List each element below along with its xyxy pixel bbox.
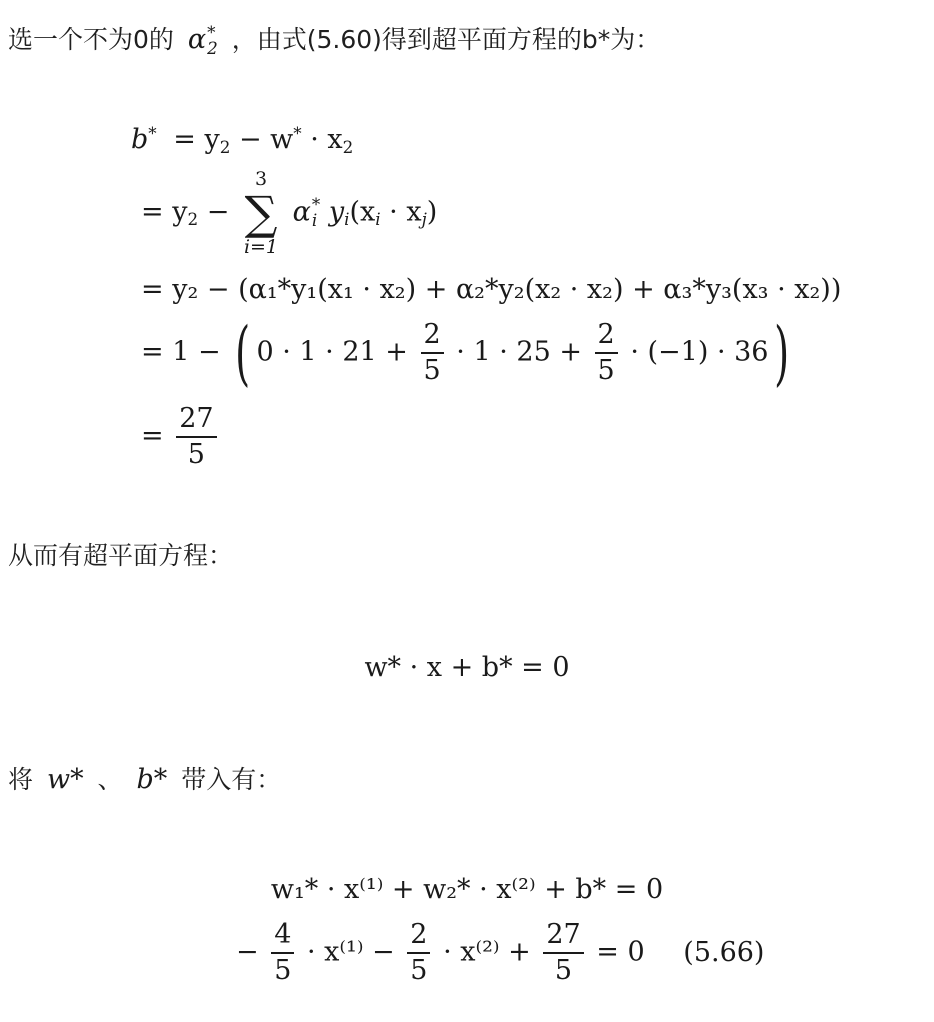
derivation-line-5: = $\frac{27}{5}$ [141, 402, 221, 472]
derivation-line-2: = $y_2$ − 3 ∑ i=1 α * i $y_i(x_i \cdot x_j)$ [141, 168, 438, 258]
final-equation-2: − $\frac{4}{5}$ · x⁽¹⁾ − $\frac{2}{5}$ · x⁽²⁾ + $\frac{27}{5}$ = 0 (5.66) [236, 919, 765, 986]
fraction-4-5: $\frac{4}{5}$ [271, 918, 294, 988]
fraction-27-5-b: $\frac{27}{5}$ [543, 918, 583, 988]
fraction-2-5-c: $\frac{2}{5}$ [407, 918, 430, 988]
b-star: b* [136, 764, 168, 795]
alpha-2-star: α * 2 [187, 21, 218, 58]
intro-text-before: 选一个不为0的 [8, 25, 174, 54]
final-equation-1: w₁* · x⁽¹⁾ + w₂* · x⁽²⁾ + b* = 0 [270, 874, 664, 905]
intro-paragraph [8, 22, 660, 58]
summation: 3 ∑ i=1 [243, 168, 279, 258]
derivation-line-3: = y₂ − (α₁*y₁(x₁ · x₂) + α₂*y₂(x₂ · x₂) + α₃*y₃(x₃ · x₂)) [141, 274, 842, 305]
fraction-2-5-b: $\frac{2}{5}$ [595, 318, 618, 388]
substitute-paragraph: 将 w* 、 b* 带入有： [8, 764, 282, 795]
w-star: w* [46, 764, 84, 795]
fraction-2-5-a: $\frac{2}{5}$ [421, 318, 444, 388]
equation-tag: (5.66) [683, 936, 765, 968]
derivation-line-4: = 1 − ( 0 · 1 · 21 + $\frac{2}{5}$ · 1 · 25 + $\frac{2}{5}$ · (−1) · 36) [141, 312, 790, 394]
hyperplane-equation: w* · x + b* = 0 [364, 652, 570, 683]
hyperplane-paragraph: 从而有超平面方程： [8, 541, 234, 570]
fraction-27-5: $\frac{27}{5}$ [176, 402, 216, 472]
derivation-line-1: $b^* = y_2 - w^* \cdot x_2$ [131, 122, 354, 157]
intro-text-after: ，由式(5.60)得到超平面方程的b*为： [231, 25, 661, 54]
